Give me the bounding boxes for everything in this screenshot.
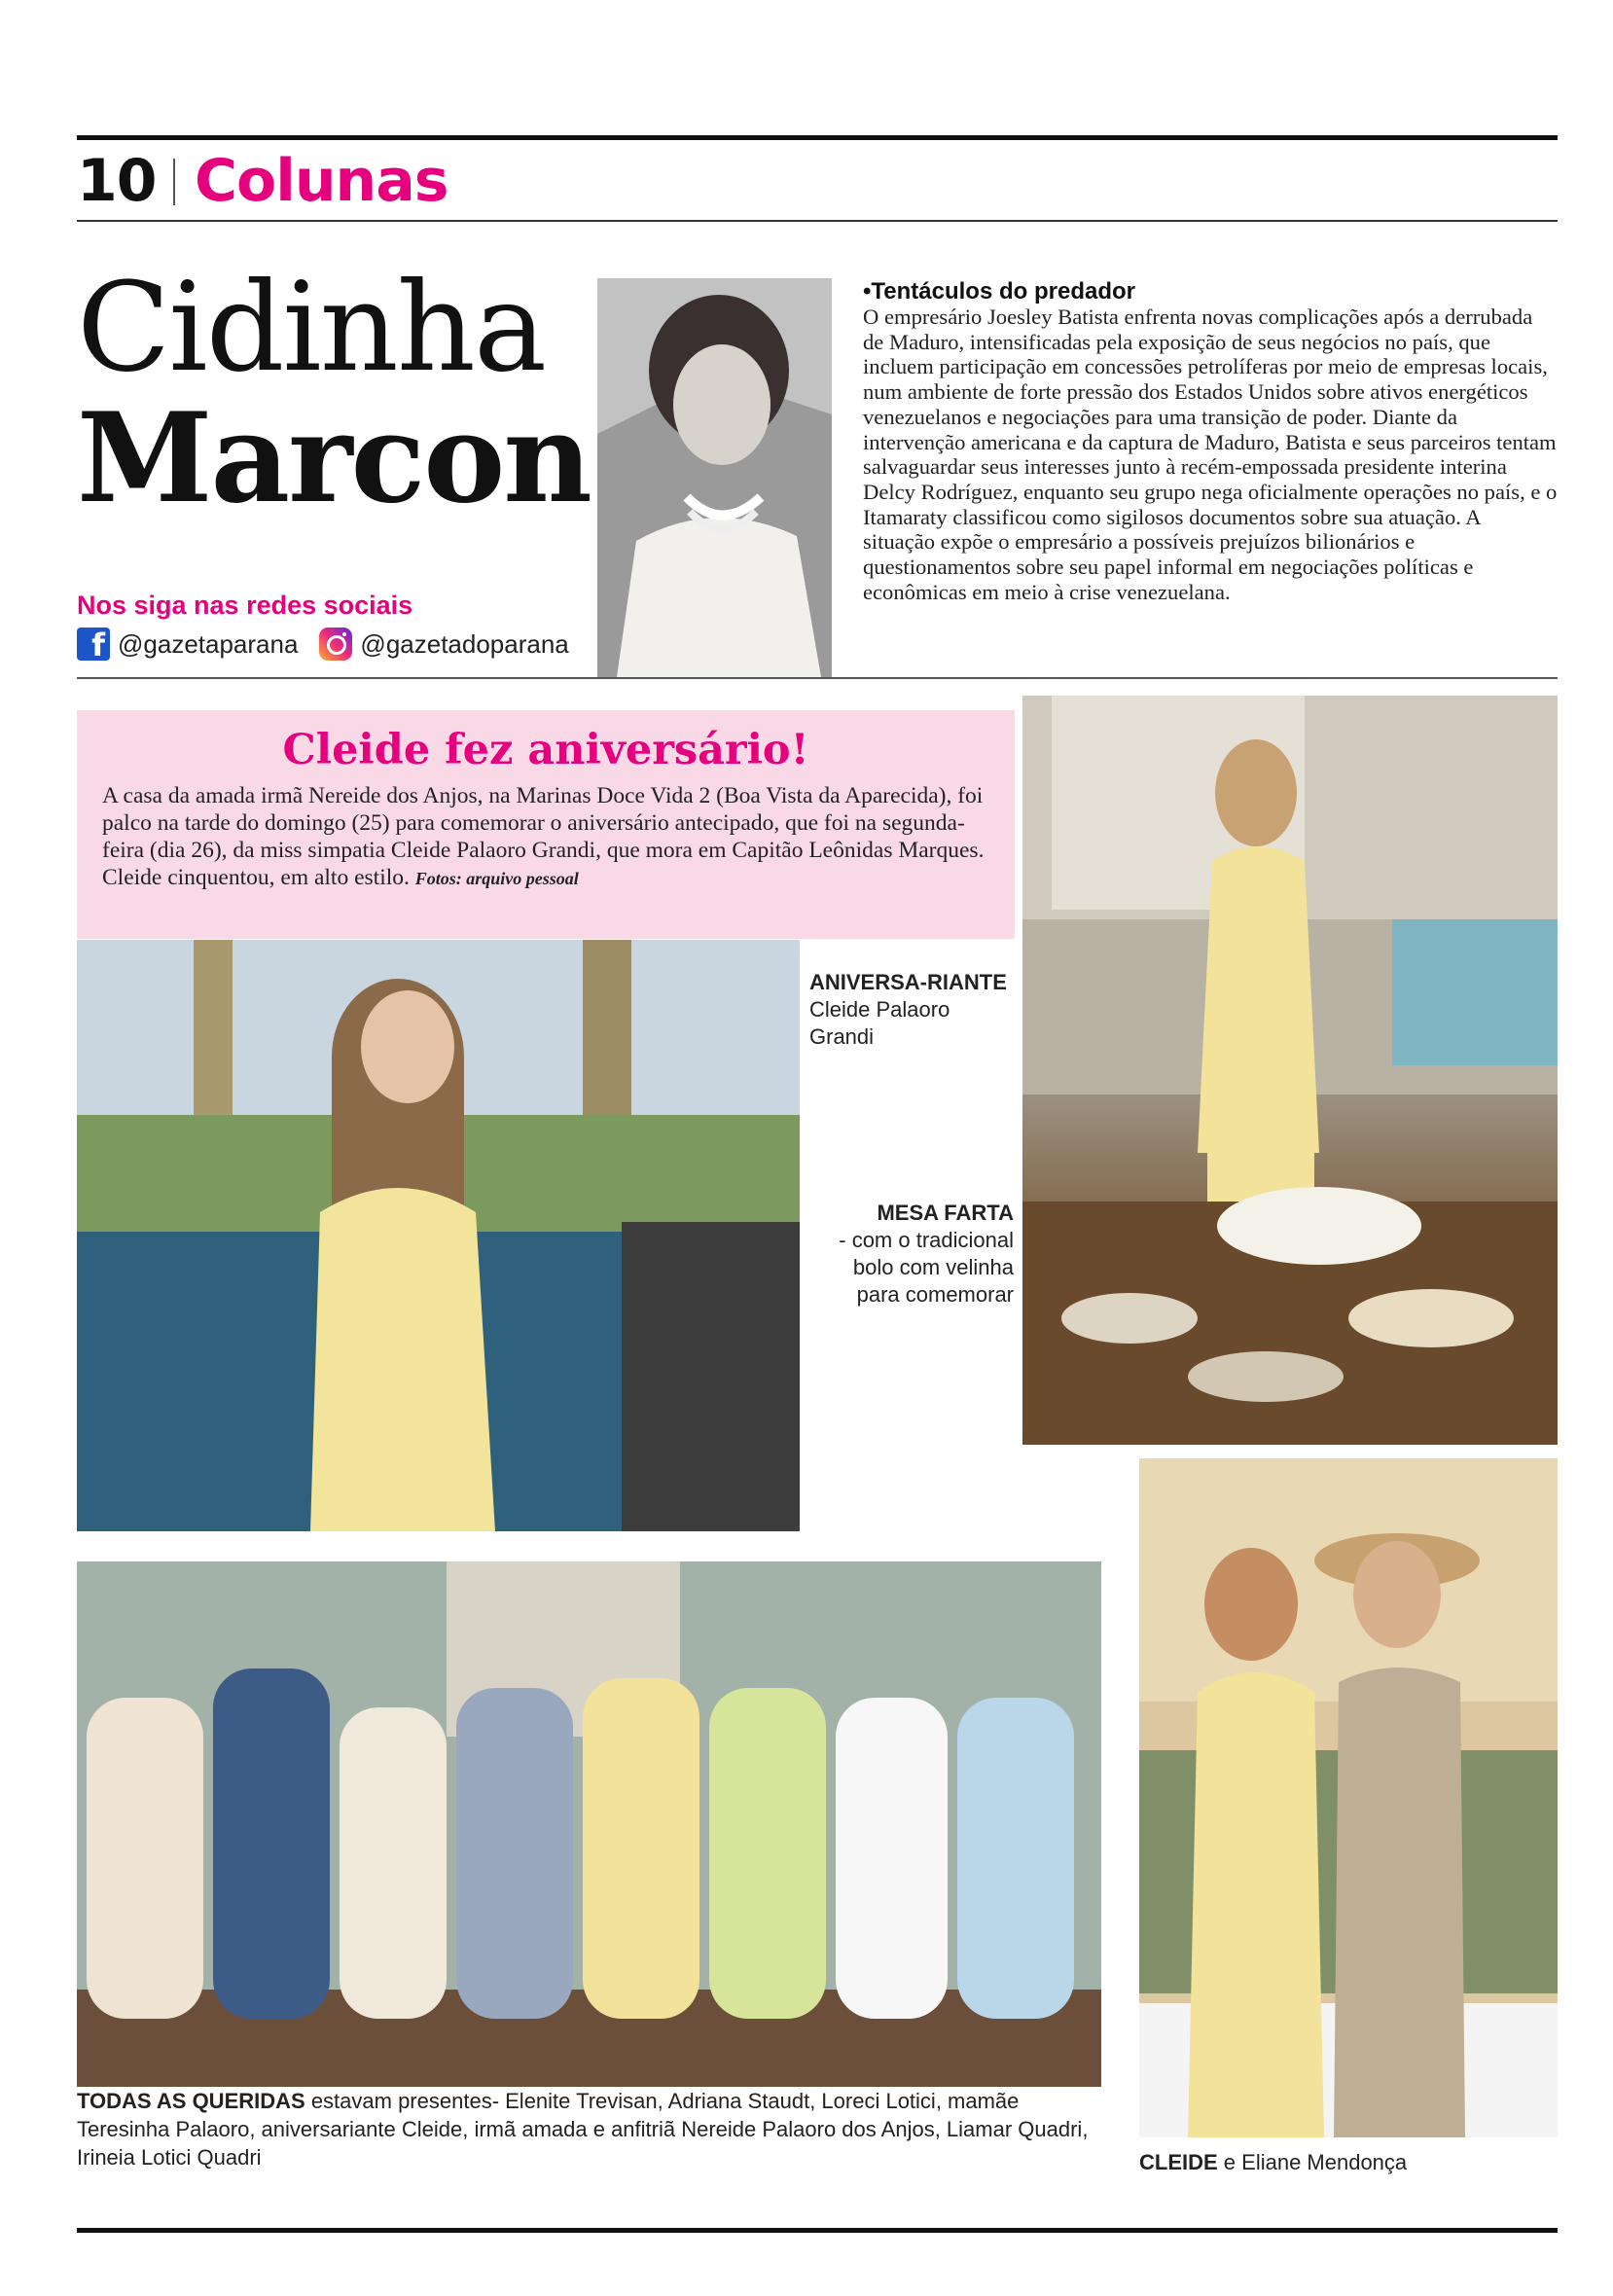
group-photo bbox=[77, 1561, 1101, 2087]
header-rule bbox=[77, 220, 1558, 222]
social-links bbox=[77, 627, 591, 662]
photo-duo bbox=[1139, 1458, 1558, 2137]
duo-photo bbox=[1139, 1458, 1558, 2137]
news-bullet: • bbox=[863, 278, 872, 305]
photo-birthday-girl bbox=[77, 940, 800, 1531]
caption-group-lead: TODAS AS QUERIDAS bbox=[77, 2089, 305, 2113]
caption-aniversariante-text: Cleide Palaoro Grandi bbox=[809, 997, 950, 1049]
caption-aniversariante-lead: ANIVERSA-RIANTE bbox=[809, 970, 1007, 994]
instagram-icon bbox=[319, 628, 352, 661]
top-rule bbox=[77, 135, 1558, 140]
columnist-first-name: Cidinha bbox=[77, 256, 546, 399]
facebook-icon bbox=[77, 628, 110, 661]
news-body: O empresário Joesley Batista enfrenta novas complicações após a derrubada de Maduro, intensificadas pela exposição de seus negócios no país, que incluem participação em concessões petrolíferas por meio de empresas locais, num ambiente de forte pressão dos Estados Unidos sobre ativos energéticos venezuelanos e negociações para uma transição de poder. Diante da intervenção americana e da captura de Maduro, Batista e seus parceiros tentam salvaguardar seus interesses junto à recém-empossada presidente interina Delcy Rodríguez, enquanto seu grupo nega oficialmente operações no país, e o Itamaraty classificou como sigilosos documentos sobre sua atuação. A situação expõe o empresário a possíveis prejuízos bilionários e questionamentos sobre seu papel informal em negociações políticas e econômicas em meio à crise venezuelana. bbox=[863, 305, 1558, 604]
photo-cake-table bbox=[1022, 696, 1558, 1445]
caption-mesa-farta bbox=[807, 1200, 1014, 1309]
caption-duo-lead: CLEIDE bbox=[1139, 2150, 1218, 2174]
section-title: Colunas bbox=[195, 147, 448, 215]
birthday-photo bbox=[77, 940, 800, 1531]
caption-group bbox=[77, 2087, 1101, 2171]
header-separator bbox=[173, 159, 175, 205]
news-title-text: Tentáculos do predador bbox=[871, 278, 1135, 305]
columnist-last-name: Marcon bbox=[77, 386, 591, 530]
caption-duo bbox=[1139, 2149, 1558, 2176]
news-title bbox=[863, 279, 1558, 305]
caption-duo-text: e Eliane Mendonça bbox=[1217, 2150, 1408, 2174]
feature-title: Cleide fez aniversário! bbox=[282, 726, 809, 774]
columnist-name bbox=[77, 256, 591, 530]
feature-box bbox=[77, 710, 1015, 939]
facebook-handle[interactable]: @gazetaparana bbox=[118, 628, 299, 659]
section-rule bbox=[77, 677, 1558, 679]
bottom-rule bbox=[77, 2228, 1558, 2233]
page-number: 10 bbox=[77, 147, 157, 215]
party-photo bbox=[1022, 696, 1558, 1445]
caption-mesa-lead: MESA FARTA bbox=[877, 1201, 1014, 1225]
columnist-portrait bbox=[597, 278, 832, 677]
caption-mesa-text: - com o tradicional bolo com velinha para comemorar bbox=[839, 1228, 1014, 1307]
feature-text: A casa da amada irmã Nereide dos Anjos, na Marinas Doce Vida 2 (Boa Vista da Aparecida), foi palco na tarde do domingo (25) para comemorar o aniversário antecipado, que foi na segunda-feira (dia 26), da miss simpatia Cleide Palaoro Grandi, que mora em Capitão Leônidas Marques. Cleide cinquentou, em alto estilo. bbox=[102, 783, 985, 890]
caption-group-text: estavam presentes- Elenite Trevisan, Adriana Staudt, Loreci Lotici, mamãe Teresinha Palaoro, aniversariante Cleide, irmã amada e anfitriã Nereide Palaoro dos Anjos, Liamar Quadri, Irineia Lotici Quadri bbox=[77, 2089, 1089, 2170]
caption-aniversariante bbox=[809, 969, 1014, 1051]
photo-group bbox=[77, 1561, 1101, 2087]
news-item bbox=[863, 279, 1558, 604]
photo-credit: Fotos: arquivo pessoal bbox=[414, 869, 579, 888]
social-title: Nos siga nas redes sociais bbox=[77, 591, 413, 620]
portrait-photo bbox=[597, 278, 832, 677]
feature-body bbox=[102, 782, 989, 892]
instagram-handle[interactable]: @gazetadoparana bbox=[360, 628, 569, 659]
